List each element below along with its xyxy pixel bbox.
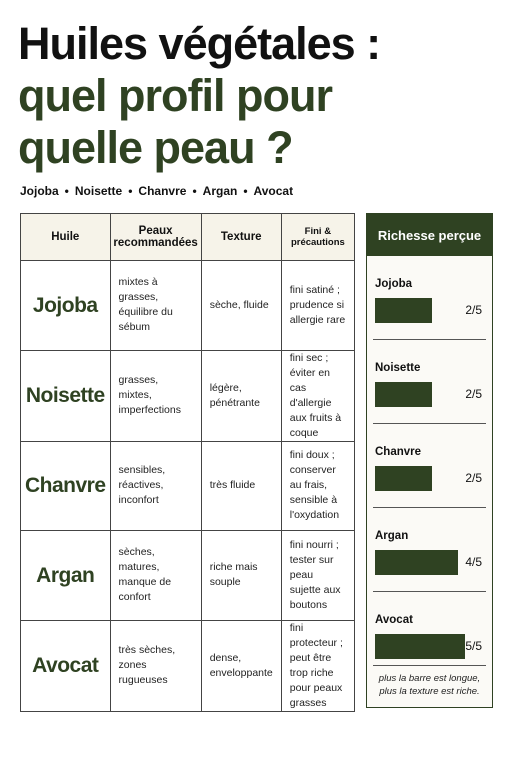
cell-fini: fini sec ; éviter en cas d'allergie aux fruits à coque — [281, 350, 354, 441]
cell-peaux: grasses, mixtes, imperfections — [110, 350, 201, 441]
cell-fini: fini nourri ; tester sur peau sujette aux boutons — [281, 531, 354, 621]
cell-peaux: sensibles, réactives, inconfort — [110, 441, 201, 531]
table-header-row — [21, 214, 355, 261]
richness-note-line1: plus la barre est longue, — [378, 673, 481, 684]
cell-texture: sèche, fluide — [201, 261, 281, 351]
oil-name: Avocat — [21, 620, 111, 711]
page-title-line1: Huiles végétales : — [18, 18, 381, 69]
richness-bar — [375, 466, 432, 491]
richness-row — [373, 508, 486, 592]
cell-fini: fini doux ; conserver au frais, sensible à l'oxydation — [281, 441, 354, 531]
richness-score: 2/5 — [465, 303, 482, 317]
cell-texture: légère, pénétrante — [201, 350, 281, 441]
richness-row — [373, 592, 486, 676]
subtitle-item: Noisette — [74, 184, 123, 198]
richness-panel — [366, 213, 493, 708]
cell-peaux: mixtes à grasses, équilibre du sébum — [110, 261, 201, 351]
cell-texture: dense, enveloppante — [201, 620, 281, 711]
richness-bar — [375, 550, 458, 575]
richness-label: Noisette — [375, 362, 421, 374]
page-title-line3: quelle peau ? — [18, 122, 293, 173]
richness-label: Chanvre — [375, 446, 422, 458]
cell-fini: fini protecteur ; peut être trop riche pour peaux grasses — [281, 620, 354, 711]
cell-peaux: très sèches, zones rugueuses — [110, 620, 201, 711]
oil-name: Argan — [21, 531, 111, 621]
richness-label: Jojoba — [375, 278, 413, 290]
richness-note-line2: plus la texture est riche. — [379, 686, 480, 697]
subtitle-item: Chanvre — [138, 184, 187, 198]
cell-peaux: sèches, matures, manque de confort — [110, 531, 201, 621]
page-title-line2: quel profil pour — [18, 70, 332, 121]
oils-table — [20, 213, 355, 712]
subtitle-separator: • — [64, 184, 69, 198]
table-row — [21, 620, 355, 711]
subtitle-separator: • — [243, 184, 248, 198]
richness-row — [373, 256, 486, 340]
table-row — [21, 441, 355, 531]
subtitle-item: Argan — [202, 184, 238, 198]
oil-name: Jojoba — [21, 261, 111, 351]
oil-name: Chanvre — [21, 441, 111, 531]
title-block — [18, 18, 498, 174]
oil-name: Noisette — [21, 350, 111, 441]
cell-fini: fini satiné ; prudence si allergie rare — [281, 261, 354, 351]
richness-bar — [375, 298, 432, 323]
header-texture: Texture — [201, 214, 281, 261]
richness-score: 4/5 — [465, 555, 482, 569]
table-row — [21, 350, 355, 441]
subtitle-oil-list — [20, 184, 293, 198]
header-peaux: Peaux recommandées — [110, 214, 201, 261]
richness-label: Argan — [375, 530, 409, 542]
richness-bar — [375, 634, 465, 659]
richness-score: 2/5 — [465, 471, 482, 485]
richness-bar — [375, 382, 432, 407]
richness-score: 2/5 — [465, 387, 482, 401]
subtitle-separator: • — [128, 184, 133, 198]
subtitle-item: Avocat — [253, 184, 294, 198]
richness-label: Avocat — [375, 614, 413, 626]
richness-rows — [367, 256, 492, 676]
richness-note — [373, 665, 486, 703]
richness-row — [373, 424, 486, 508]
table-row — [21, 531, 355, 621]
richness-panel-title: Richesse perçue — [367, 214, 492, 256]
subtitle-separator: • — [192, 184, 197, 198]
table-row — [21, 261, 355, 351]
cell-texture: riche mais souple — [201, 531, 281, 621]
cell-texture: très fluide — [201, 441, 281, 531]
subtitle-item: Jojoba — [20, 184, 59, 198]
richness-score: 5/5 — [465, 639, 482, 653]
header-fini: Fini & précautions — [281, 214, 354, 261]
header-huile: Huile — [21, 214, 111, 261]
richness-row — [373, 340, 486, 424]
